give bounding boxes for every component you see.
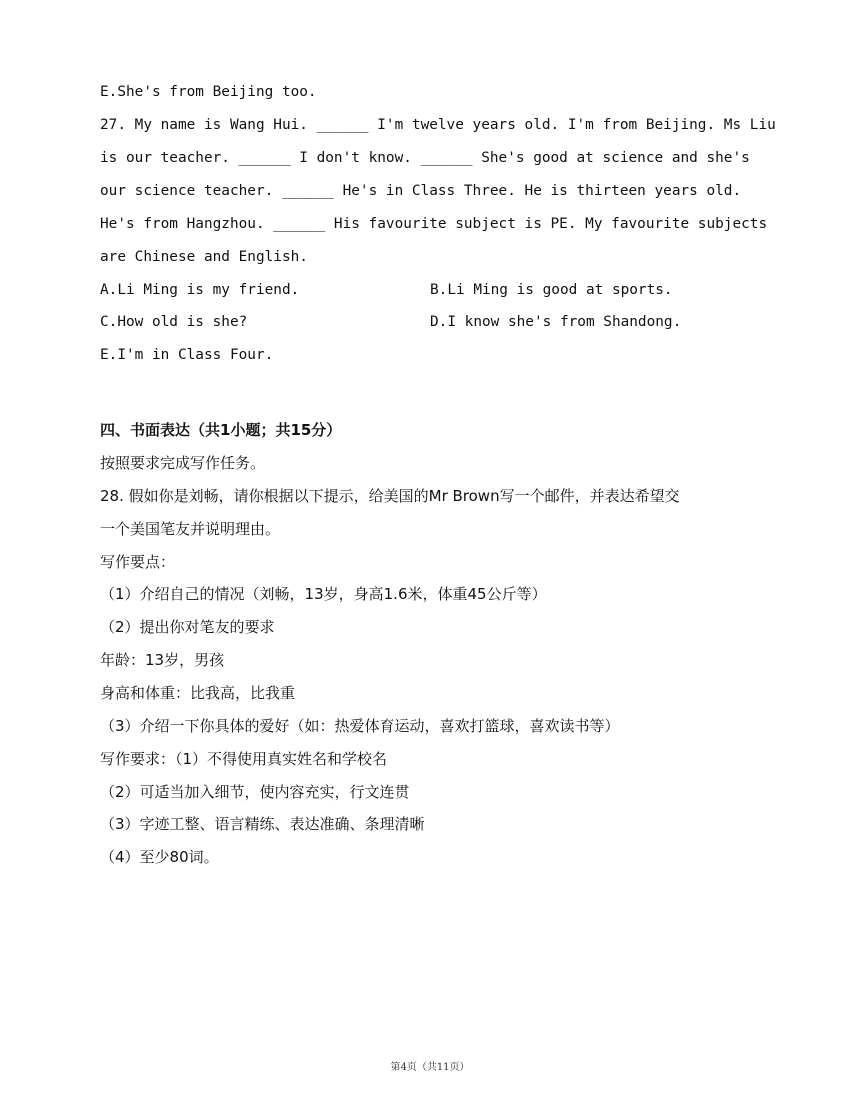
- section-4-heading: 四、书面表达（共1小题；共15分）: [100, 421, 342, 439]
- writing-point-age: 年龄：13岁，男孩: [100, 651, 225, 669]
- q27-option-c: C.How old is she?: [100, 314, 248, 330]
- q27-options-row-1: [100, 280, 760, 300]
- writing-point-1: （1）介绍自己的情况（刘畅，13岁，身高1.6米，体重45公斤等）: [100, 585, 547, 603]
- writing-points-title: 写作要点：: [100, 553, 176, 571]
- q27-option-b: B.Li Ming is good at sports.: [430, 282, 673, 298]
- q27-line-1: 27. My name is Wang Hui. ______ I'm twelve years old. I'm from Beijing. Ms Liu: [100, 117, 776, 133]
- writing-requirement-1: 写作要求：（1）不得使用真实姓名和学校名: [100, 750, 388, 768]
- writing-requirement-2: （2）可适当加入细节，使内容充实，行文连贯: [100, 783, 410, 801]
- writing-point-height-weight: 身高和体重：比我高，比我重: [100, 684, 296, 702]
- q27-line-2: is our teacher. ______ I don't know. ______ She's good at science and she's: [100, 150, 750, 166]
- q27-options-row-2: [100, 312, 760, 332]
- q28-line-1: 28. 假如你是刘畅，请你根据以下提示，给美国的Mr Brown写一个邮件，并表达希望交: [100, 487, 680, 505]
- writing-point-2: （2）提出你对笔友的要求: [100, 618, 275, 636]
- q27-line-5: are Chinese and English.: [100, 249, 308, 265]
- q27-line-3: our science teacher. ______ He's in Class Three. He is thirteen years old.: [100, 183, 742, 199]
- q27-option-e: E.I'm in Class Four.: [100, 347, 274, 363]
- q27-option-d: D.I know she's from Shandong.: [430, 314, 682, 330]
- q27-line-4: He's from Hangzhou. ______ His favourite subject is PE. My favourite subjects: [100, 216, 768, 232]
- q27-option-a: A.Li Ming is my friend.: [100, 282, 300, 298]
- writing-requirement-3: （3）字迹工整、语言精练、表达准确、条理清晰: [100, 815, 425, 833]
- page-footer: 第4页（共11页）: [390, 1062, 470, 1073]
- q28-line-2: 一个美国笔友并说明理由。: [100, 520, 281, 538]
- q26-option-e: E.She's from Beijing too.: [100, 84, 317, 100]
- writing-requirement-4: （4）至少80词。: [100, 848, 219, 866]
- writing-point-3: （3）介绍一下你具体的爱好（如：热爱体育运动，喜欢打篮球，喜欢读书等）: [100, 717, 620, 735]
- section-4-instruction: 按照要求完成写作任务。: [100, 454, 266, 472]
